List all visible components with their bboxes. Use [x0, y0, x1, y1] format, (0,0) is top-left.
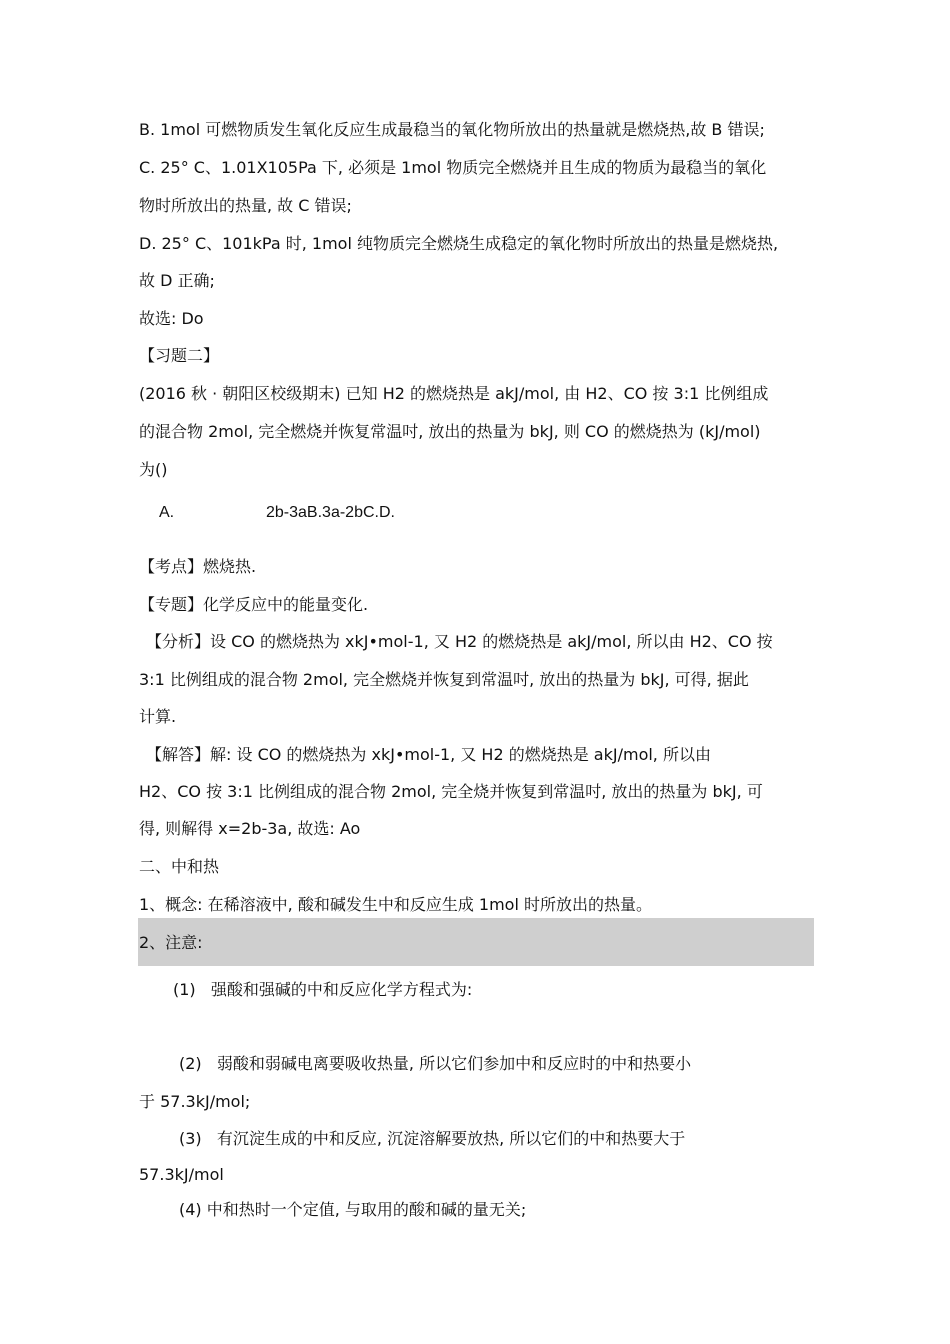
zhuanti-line: 【专题】化学反应中的能量变化. — [139, 595, 369, 614]
analysis-line-cont: 3:1 比例组成的混合物 2mol, 完全燃烧并恢复到常温吋, 放出的热量为 bkJ, 可得, 据此 — [139, 670, 749, 689]
note-4: (4) 中和热时一个定值, 与取用的酸和碱的量无关; — [179, 1200, 527, 1219]
note-3: (3) 有沉淀生成的中和反应, 沉淀溶解要放热, 所以它们的中和热要大于 — [179, 1129, 686, 1148]
analysis-line-end: 计算. — [139, 707, 177, 726]
note-3-cont: 57.3kJ/mol — [139, 1165, 224, 1184]
answer-line-1: 故选: Do — [139, 309, 204, 328]
option-c-explanation: C. 25° C、1.01X105Pa 下, 必须是 1mol 物质完全燃烧并且生成的物质为最稳当的氧化 — [139, 158, 767, 177]
section-heading-neutralization: 二、中和热 — [139, 857, 220, 876]
notes-heading: 2、注意: — [139, 933, 203, 952]
option-b-explanation: B. 1mol 可燃物质发生氧化反应生成最稳当的氧化物所放出的热量就是燃烧热,故 B 错误; — [139, 120, 765, 139]
choice-label: A. — [159, 504, 175, 521]
question-text-end: 为() — [139, 460, 168, 479]
note-2: (2) 弱酸和弱碱电离要吸收热量, 所以它们参加中和反应时的中和热要小 — [179, 1054, 692, 1073]
option-d-explanation: D. 25° C、101kPa 时, 1mol 纯物质完全燃烧生成稳定的氧化物时所放出的热量是燃烧热, — [139, 234, 779, 253]
choices-text: 2b-3aB.3a-2bC.D. — [266, 504, 395, 521]
concept-line: 1、概念: 在稀溶液中, 酸和碱发生中和反应生成 1mol 时所放出的热量。 — [139, 895, 653, 914]
solution-line: 【解答】解: 设 CO 的燃烧热为 xkJ•mol-1, 又 H2 的燃烧热是 akJ/mol, 所以由 — [146, 745, 711, 764]
solution-line-end: 得, 则解得 x=2b-3a, 故选: Ao — [139, 819, 361, 838]
exercise-two-heading: 【习题二】 — [139, 346, 220, 365]
kaodian-line: 【考点】燃烧热. — [139, 557, 257, 576]
option-c-explanation-cont: 物时所放出的热量, 故 C 错误; — [139, 196, 352, 215]
option-d-explanation-cont: 故 D 正确; — [139, 271, 215, 290]
note-1: (1) 强酸和强碱的中和反应化学方程式为: — [173, 980, 473, 999]
highlight-band — [138, 918, 814, 966]
question-text-cont: 的混合物 2mol, 完全燃烧并恢复常温吋, 放出的热量为 bkJ, 则 CO 的燃烧热为 (kJ/mol) — [139, 422, 761, 441]
question-text: (2016 秋 · 朝阳区校级期末) 已知 H2 的燃烧热是 akJ/mol, 由 H2、CO 按 3:1 比例组成 — [139, 384, 769, 403]
solution-line-cont: H2、CO 按 3:1 比例组成的混合物 2mol, 完全烧并恢复到常温吋, 放出的热量为 bkJ, 可 — [139, 782, 763, 801]
note-2-cont: 于 57.3kJ/mol; — [139, 1092, 251, 1111]
analysis-line: 【分析】设 CO 的燃烧热为 xkJ•mol-1, 又 H2 的燃烧热是 akJ/mol, 所以由 H2、CO 按 — [146, 632, 773, 651]
